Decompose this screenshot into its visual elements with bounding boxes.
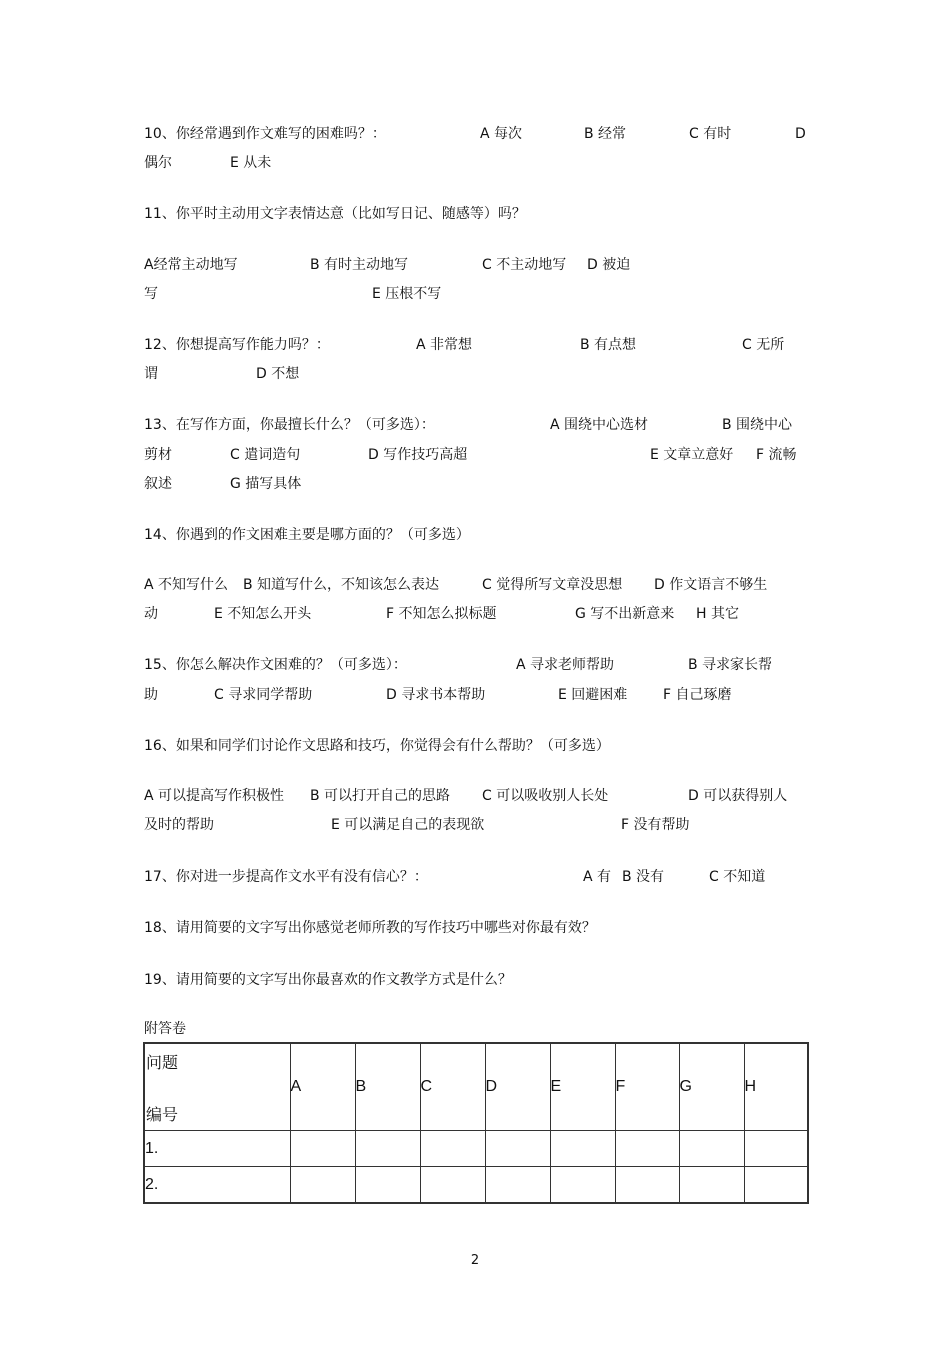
q16-option-c: C 可以吸收别人长处: [482, 788, 609, 804]
q11-option-b: B 有时主动地写: [310, 257, 409, 273]
q16-option-b: B 可以打开自己的思路: [310, 788, 451, 804]
q14-option-d-cont: 动: [144, 606, 158, 622]
q11-option-d: D 被迫: [587, 257, 631, 273]
q12-text: 12、你想提高写作能力吗？：: [144, 337, 330, 353]
answer-cell[interactable]: [550, 1167, 615, 1204]
q13-option-e: E 文章立意好: [650, 447, 734, 463]
question-number-header: [144, 1043, 290, 1131]
answer-cell[interactable]: [355, 1167, 420, 1204]
column-header-f: F: [615, 1043, 679, 1131]
q11-option-e: E 压根不写: [372, 286, 442, 302]
q13-option-d: D 写作技巧高超: [368, 447, 468, 463]
answer-sheet-table: [143, 1042, 809, 1204]
q11-option-a: A经常主动地写: [144, 257, 238, 273]
q16-option-a: A 可以提高写作积极性: [144, 788, 285, 804]
q15-option-a: A 寻求老师帮助: [516, 657, 615, 673]
column-header-a: A: [290, 1043, 355, 1131]
q17-text: 17、你对进一步提高作文水平有没有信心？：: [144, 869, 428, 885]
answer-cell[interactable]: [420, 1167, 485, 1204]
table-row: [144, 1131, 808, 1167]
q16-option-d: D 可以获得别人: [688, 788, 788, 804]
q14-option-a: A 不知写什么: [144, 577, 229, 593]
answer-cell[interactable]: [485, 1167, 550, 1204]
q14-option-g: G 写不出新意来: [575, 606, 675, 622]
q19-text: 19、请用简要的文字写出你最喜欢的作文教学方式是什么？: [144, 972, 512, 988]
q14-option-h: H 其它: [696, 606, 739, 622]
q10-option-d-letter: D: [795, 126, 806, 142]
q10-option-e: E 从未: [230, 155, 272, 171]
answer-cell[interactable]: [290, 1131, 355, 1167]
q13-option-f-cont: 叙述: [144, 476, 172, 492]
q16-option-e: E 可以满足自己的表现欲: [331, 817, 485, 833]
q11-option-c: C 不主动地写: [482, 257, 567, 273]
header-label-bottom: 编号: [146, 1107, 179, 1124]
q13-option-c: C 遣词造句: [230, 447, 301, 463]
q15-option-b-cont: 助: [144, 687, 158, 703]
answer-cell[interactable]: [679, 1167, 744, 1204]
answer-sheet-caption: 附答卷: [144, 1021, 186, 1037]
q15-option-d: D 寻求书本帮助: [386, 687, 486, 703]
q17-option-c: C 不知道: [709, 869, 766, 885]
q16-option-d-cont: 及时的帮助: [144, 817, 214, 833]
q12-option-a: A 非常想: [416, 337, 473, 353]
q13-text: 13、在写作方面，你最擅长什么？（可多选）：: [144, 417, 435, 433]
q12-option-c: C 无所: [742, 337, 785, 353]
q15-option-c: C 寻求同学帮助: [214, 687, 313, 703]
column-header-g: G: [679, 1043, 744, 1131]
column-header-c: C: [420, 1043, 485, 1131]
answer-sheet-header-row: [144, 1043, 808, 1131]
q15-text: 15、你怎么解决作文困难的？（可多选）：: [144, 657, 407, 673]
q17-option-b: B 没有: [622, 869, 665, 885]
q12-option-c-cont: 谓: [144, 366, 158, 382]
answer-cell[interactable]: [485, 1131, 550, 1167]
q16-text: 16、如果和同学们讨论作文思路和技巧，你觉得会有什么帮助？（可多选）: [144, 738, 610, 754]
answer-cell[interactable]: [420, 1131, 485, 1167]
answer-cell[interactable]: [679, 1131, 744, 1167]
q10-text: 10、你经常遇到作文难写的困难吗？：: [144, 126, 386, 142]
q10-option-a: A 每次: [480, 126, 523, 142]
q13-option-a: A 围绕中心选材: [550, 417, 649, 433]
q17-option-a: A 有: [583, 869, 612, 885]
answer-cell[interactable]: [290, 1167, 355, 1204]
q14-option-f: F 不知怎么拟标题: [386, 606, 497, 622]
q14-text: 14、你遇到的作文困难主要是哪方面的？（可多选）: [144, 527, 470, 543]
answer-cell[interactable]: [550, 1131, 615, 1167]
q10-option-d-text: 偶尔: [144, 155, 172, 171]
answer-cell[interactable]: [615, 1131, 679, 1167]
q13-option-b-cont: 剪材: [144, 447, 172, 463]
q14-option-d: D 作文语言不够生: [654, 577, 768, 593]
row-number: 2.: [144, 1167, 290, 1204]
table-row: [144, 1167, 808, 1204]
page-number: 2: [470, 1253, 480, 1268]
q15-option-e: E 回避困难: [558, 687, 628, 703]
answer-cell[interactable]: [744, 1131, 808, 1167]
column-header-h: H: [744, 1043, 808, 1131]
answer-cell[interactable]: [744, 1167, 808, 1204]
q12-option-b: B 有点想: [580, 337, 637, 353]
header-label-top: 问题: [146, 1055, 179, 1072]
q14-option-b: B 知道写什么，不知该怎么表达: [243, 577, 440, 593]
column-header-e: E: [550, 1043, 615, 1131]
q10-option-c: C 有时: [689, 126, 732, 142]
q14-option-c: C 觉得所写文章没思想: [482, 577, 623, 593]
q13-option-b: B 围绕中心: [722, 417, 793, 433]
answer-cell[interactable]: [615, 1167, 679, 1204]
row-number: 1.: [144, 1131, 290, 1167]
answer-cell[interactable]: [355, 1131, 420, 1167]
q13-option-g: G 描写具体: [230, 476, 302, 492]
q15-option-f: F 自己琢磨: [663, 687, 732, 703]
q15-option-b: B 寻求家长帮: [688, 657, 773, 673]
q11-option-d-cont: 写: [144, 286, 158, 302]
q14-option-e: E 不知怎么开头: [214, 606, 312, 622]
column-header-b: B: [355, 1043, 420, 1131]
q12-option-d: D 不想: [256, 366, 300, 382]
q10-option-b: B 经常: [584, 126, 627, 142]
q18-text: 18、请用简要的文字写出你感觉老师所教的写作技巧中哪些对你最有效？: [144, 920, 596, 936]
q13-option-f: F 流畅: [756, 447, 797, 463]
column-header-d: D: [485, 1043, 550, 1131]
q16-option-f: F 没有帮助: [621, 817, 690, 833]
q11-text: 11、你平时主动用文字表情达意（比如写日记、随感等）吗？: [144, 206, 526, 222]
